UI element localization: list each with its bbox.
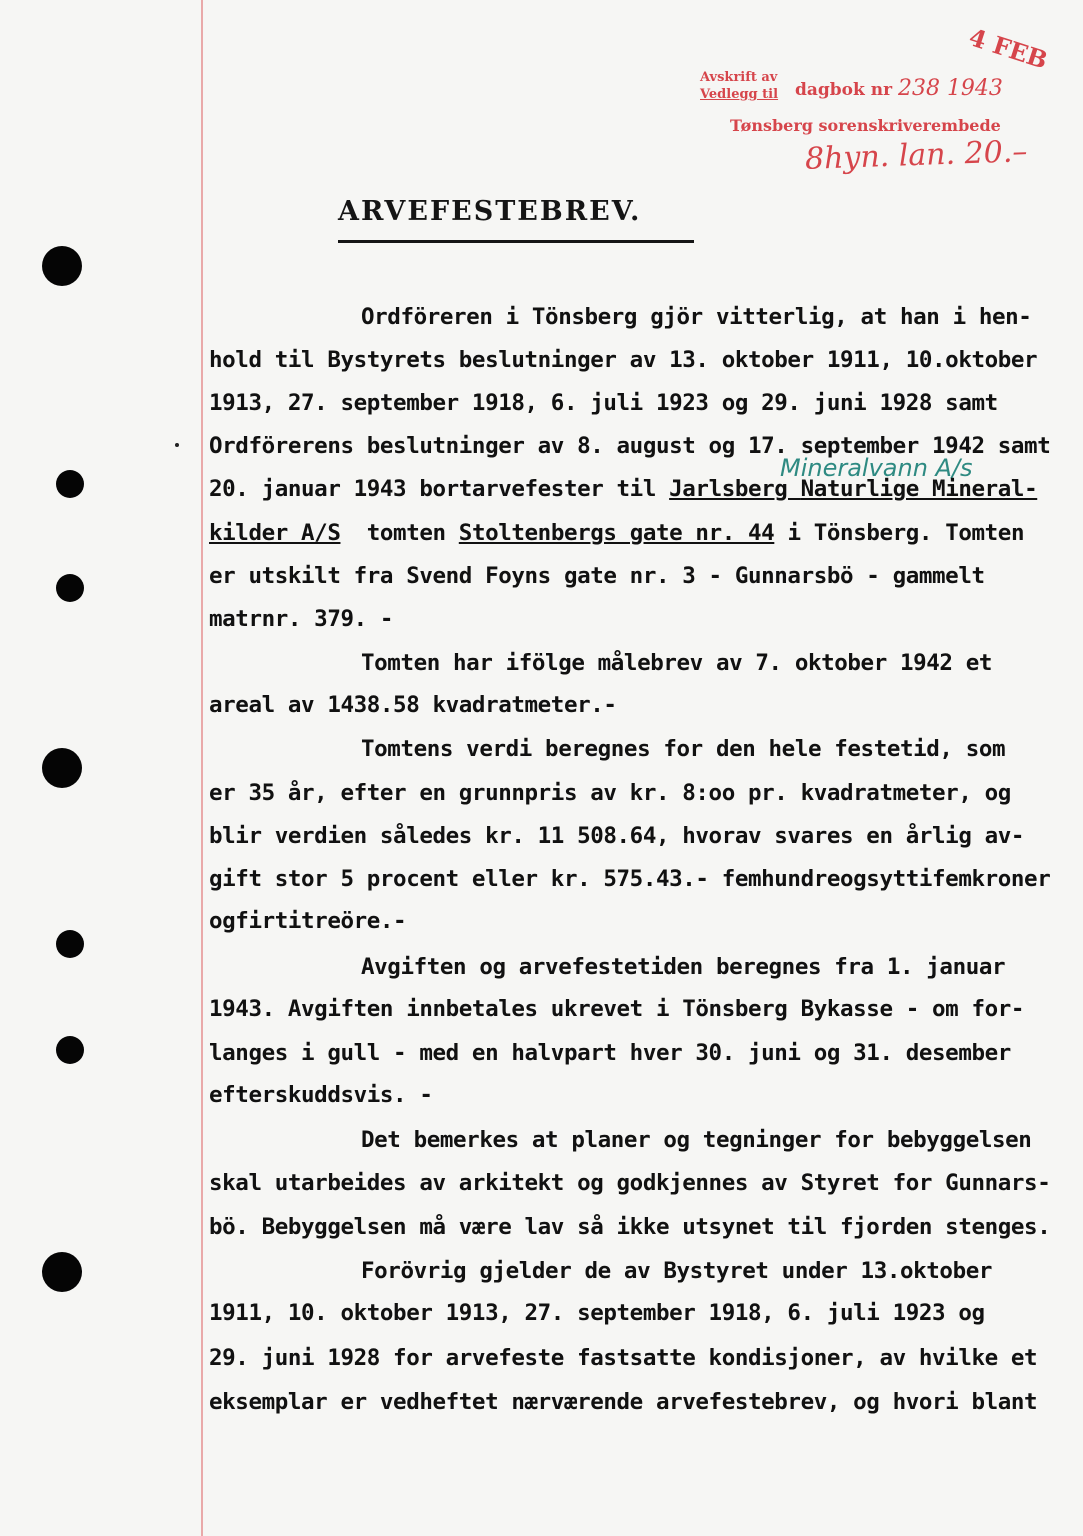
punch-hole-icon <box>42 1252 82 1292</box>
title-underline <box>338 240 694 243</box>
text-line: bö. Bebyggelsen må være lav så ikke utsynet til fjorden stenges. <box>209 1214 1051 1240</box>
text-line: blir verdien således kr. 11 508.64, hvorav svares en årlig av- <box>209 823 1025 849</box>
document-title: ARVEFESTEBREV. <box>338 196 642 227</box>
text-line: 29. juni 1928 for arvefeste fastsatte kondisjoner, av hvilke et <box>209 1345 1038 1371</box>
text-line: skal utarbeides av arkitekt og godkjennes av Styret for Gunnars- <box>209 1170 1051 1196</box>
text-line: 1943. Avgiften innbetales ukrevet i Tönsberg Bykasse - om for- <box>209 996 1025 1022</box>
stamp-line-1: Avskrift av <box>700 70 778 85</box>
text-line: areal av 1438.58 kvadratmeter.- <box>209 692 617 718</box>
stamp-line-2: Vedlegg til <box>700 87 779 102</box>
punch-hole-icon <box>56 470 84 498</box>
text-line: Tomtens verdi beregnes for den hele festetid, som <box>361 736 1006 762</box>
handwritten-insert: Mineralvann A/s <box>780 454 973 482</box>
text-line: Ordförerens beslutninger av 8. august og 17. september 1942 samt <box>209 433 1051 459</box>
punch-hole-icon <box>56 1036 84 1064</box>
text-line: matrnr. 379. - <box>209 606 394 632</box>
text-line: er 35 år, efter en grunnpris av kr. 8:oo pr. kvadratmeter, og <box>209 780 1011 806</box>
stamp-handwritten-note: 8hyn. lan. 20.– <box>804 134 1028 177</box>
text-line: er utskilt fra Svend Foyns gate nr. 3 - Gunnarsbö - gammelt <box>209 563 985 589</box>
text-line: 1911, 10. oktober 1913, 27. september 1918, 6. juli 1923 og <box>209 1300 985 1326</box>
text-line: Tomten har ifölge målebrev av 7. oktober 1942 et <box>361 650 993 676</box>
text-line: kilder A/S tomten Stoltenbergs gate nr. 44 i Tönsberg. Tomten <box>209 520 1025 546</box>
text-line: gift stor 5 procent eller kr. 575.43.- femhundreogsyttifemkroner <box>209 866 1051 892</box>
text-line: Forövrig gjelder de av Bystyret under 13.oktober <box>361 1258 993 1284</box>
text-line: 20. januar 1943 bortarvefester til Jarlsberg Naturlige Mineral- <box>209 476 1038 502</box>
punch-hole-icon <box>56 574 84 602</box>
punch-hole-icon <box>56 930 84 958</box>
text-line: Avgiften og arvefestetiden beregnes fra 1. januar <box>361 954 1006 980</box>
stamp-office: Tønsberg sorenskriverembede <box>730 116 1001 135</box>
text-line: efterskuddsvis. - <box>209 1082 433 1108</box>
text-line: langes i gull - med en halvpart hver 30. juni og 31. desember <box>209 1040 1011 1066</box>
text-line: eksemplar er vedheftet nærværende arvefestebrev, og hvori blant <box>209 1389 1038 1415</box>
text-line: 1913, 27. september 1918, 6. juli 1923 og 29. juni 1928 samt <box>209 390 998 416</box>
text-line: ogfirtitreöre.- <box>209 908 407 934</box>
text-line: hold til Bystyrets beslutninger av 13. oktober 1911, 10.oktober <box>209 347 1038 373</box>
date-stamp: 4 FEB <box>965 22 1052 75</box>
ink-dot <box>175 443 179 447</box>
punch-hole-icon <box>42 246 82 286</box>
margin-line <box>201 0 203 1536</box>
punch-hole-icon <box>42 748 82 788</box>
text-line: Det bemerkes at planer og tegninger for bebyggelsen <box>361 1127 1032 1153</box>
stamp-dagbok: dagbok nr 238 1943 <box>795 76 1003 101</box>
text-line: Ordföreren i Tönsberg gjör vitterlig, at han i hen- <box>361 304 1032 330</box>
